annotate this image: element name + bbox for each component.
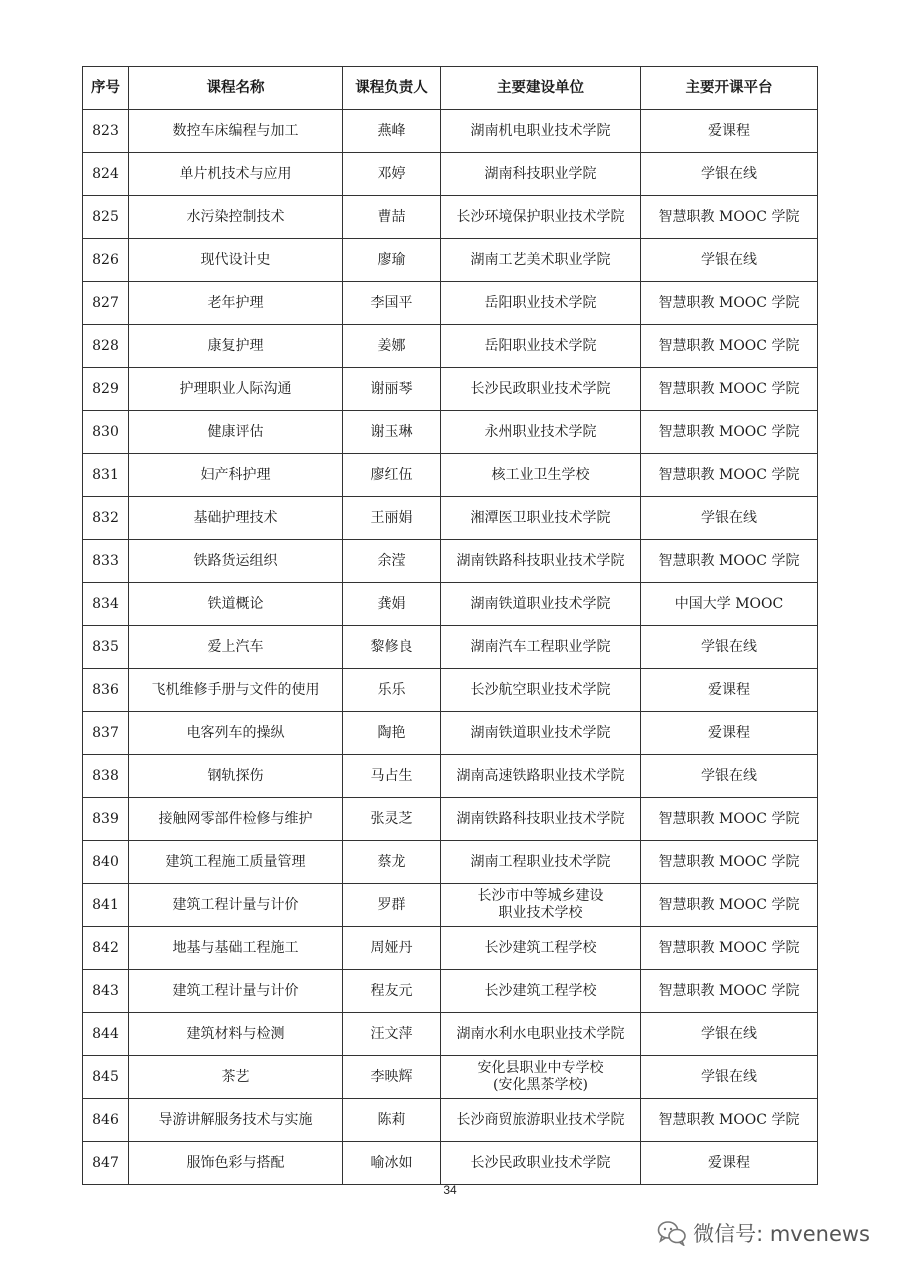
cell-unit: 长沙航空职业技术学院 xyxy=(441,669,641,712)
cell-leader: 陈莉 xyxy=(343,1099,441,1142)
cell-no: 846 xyxy=(83,1099,129,1142)
table-row xyxy=(83,669,818,712)
cell-unit: 核工业卫生学校 xyxy=(441,454,641,497)
cell-leader: 邓婷 xyxy=(343,153,441,196)
table-row xyxy=(83,368,818,411)
cell-leader: 陶艳 xyxy=(343,712,441,755)
header-leader: 课程负责人 xyxy=(343,67,441,110)
cell-no: 847 xyxy=(83,1142,129,1185)
cell-no: 842 xyxy=(83,927,129,970)
cell-no: 845 xyxy=(83,1056,129,1099)
table-row xyxy=(83,196,818,239)
cell-course: 铁路货运组织 xyxy=(129,540,343,583)
cell-course: 地基与基础工程施工 xyxy=(129,927,343,970)
cell-leader: 廖红伍 xyxy=(343,454,441,497)
cell-leader: 蔡龙 xyxy=(343,841,441,884)
table-row xyxy=(83,1099,818,1142)
cell-unit: 湖南铁道职业技术学院 xyxy=(441,583,641,626)
header-unit: 主要建设单位 xyxy=(441,67,641,110)
table-row xyxy=(83,454,818,497)
cell-course: 电客列车的操纵 xyxy=(129,712,343,755)
table-row xyxy=(83,1056,818,1099)
cell-course: 茶艺 xyxy=(129,1056,343,1099)
cell-course: 服饰色彩与搭配 xyxy=(129,1142,343,1185)
cell-platform: 学银在线 xyxy=(641,497,818,540)
cell-unit-line: (安化黑茶学校) xyxy=(493,1077,588,1093)
cell-leader: 谢丽琴 xyxy=(343,368,441,411)
cell-course: 老年护理 xyxy=(129,282,343,325)
cell-leader: 龚娟 xyxy=(343,583,441,626)
cell-no: 828 xyxy=(83,325,129,368)
cell-leader: 乐乐 xyxy=(343,669,441,712)
table-row xyxy=(83,841,818,884)
table-header-row xyxy=(83,67,818,110)
cell-no: 823 xyxy=(83,110,129,153)
cell-leader: 廖瑜 xyxy=(343,239,441,282)
cell-unit: 长沙建筑工程学校 xyxy=(441,970,641,1013)
cell-platform: 学银在线 xyxy=(641,153,818,196)
cell-no: 825 xyxy=(83,196,129,239)
cell-leader: 罗群 xyxy=(343,884,441,927)
cell-no: 832 xyxy=(83,497,129,540)
cell-leader: 余滢 xyxy=(343,540,441,583)
table-row xyxy=(83,497,818,540)
course-table xyxy=(82,66,818,1185)
cell-unit: 湖南工程职业技术学院 xyxy=(441,841,641,884)
cell-platform: 学银在线 xyxy=(641,626,818,669)
cell-unit-line: 长沙市中等城乡建设 xyxy=(477,888,604,904)
cell-no: 827 xyxy=(83,282,129,325)
cell-platform: 智慧职教 MOOC 学院 xyxy=(641,325,818,368)
cell-course: 建筑工程计量与计价 xyxy=(129,884,343,927)
table-row xyxy=(83,583,818,626)
table-row xyxy=(83,970,818,1013)
cell-unit: 长沙环境保护职业技术学院 xyxy=(441,196,641,239)
cell-course: 水污染控制技术 xyxy=(129,196,343,239)
cell-unit: 岳阳职业技术学院 xyxy=(441,325,641,368)
page-number: 34 xyxy=(443,1183,457,1197)
header-course: 课程名称 xyxy=(129,67,343,110)
cell-unit: 长沙民政职业技术学院 xyxy=(441,1142,641,1185)
cell-platform: 智慧职教 MOOC 学院 xyxy=(641,368,818,411)
table-row xyxy=(83,540,818,583)
cell-course: 单片机技术与应用 xyxy=(129,153,343,196)
table-row xyxy=(83,153,818,196)
cell-unit: 湖南工艺美术职业学院 xyxy=(441,239,641,282)
cell-course: 铁道概论 xyxy=(129,583,343,626)
cell-unit: 湖南水利水电职业技术学院 xyxy=(441,1013,641,1056)
table-row xyxy=(83,282,818,325)
cell-no: 835 xyxy=(83,626,129,669)
cell-leader: 姜娜 xyxy=(343,325,441,368)
cell-unit xyxy=(441,884,641,927)
cell-no: 844 xyxy=(83,1013,129,1056)
cell-course: 数控车床编程与加工 xyxy=(129,110,343,153)
cell-course: 接触网零部件检修与维护 xyxy=(129,798,343,841)
cell-platform: 智慧职教 MOOC 学院 xyxy=(641,970,818,1013)
cell-unit-line: 安化县职业中专学校 xyxy=(477,1060,604,1076)
table-row xyxy=(83,1142,818,1185)
table-row xyxy=(83,755,818,798)
cell-platform: 爱课程 xyxy=(641,110,818,153)
cell-leader: 张灵芝 xyxy=(343,798,441,841)
table-row xyxy=(83,411,818,454)
cell-platform: 智慧职教 MOOC 学院 xyxy=(641,1099,818,1142)
cell-no: 829 xyxy=(83,368,129,411)
cell-leader: 周娅丹 xyxy=(343,927,441,970)
cell-course: 护理职业人际沟通 xyxy=(129,368,343,411)
table-row xyxy=(83,626,818,669)
table-row xyxy=(83,712,818,755)
cell-course: 飞机维修手册与文件的使用 xyxy=(129,669,343,712)
cell-leader: 李映辉 xyxy=(343,1056,441,1099)
cell-platform: 学银在线 xyxy=(641,1056,818,1099)
cell-no: 834 xyxy=(83,583,129,626)
watermark xyxy=(657,1218,870,1248)
header-platform: 主要开课平台 xyxy=(641,67,818,110)
wechat-icon xyxy=(657,1220,687,1246)
cell-platform: 爱课程 xyxy=(641,712,818,755)
cell-unit-line: 职业技术学校 xyxy=(498,905,583,921)
cell-course: 妇产科护理 xyxy=(129,454,343,497)
table-row xyxy=(83,325,818,368)
table-row xyxy=(83,110,818,153)
cell-course: 康复护理 xyxy=(129,325,343,368)
cell-no: 840 xyxy=(83,841,129,884)
cell-unit: 湖南机电职业技术学院 xyxy=(441,110,641,153)
cell-unit: 永州职业技术学院 xyxy=(441,411,641,454)
cell-platform: 学银在线 xyxy=(641,1013,818,1056)
cell-no: 841 xyxy=(83,884,129,927)
cell-no: 830 xyxy=(83,411,129,454)
table-row xyxy=(83,1013,818,1056)
cell-leader: 汪文萍 xyxy=(343,1013,441,1056)
cell-no: 838 xyxy=(83,755,129,798)
cell-unit: 湖南科技职业学院 xyxy=(441,153,641,196)
cell-no: 824 xyxy=(83,153,129,196)
cell-leader: 李国平 xyxy=(343,282,441,325)
cell-platform: 智慧职教 MOOC 学院 xyxy=(641,927,818,970)
cell-no: 833 xyxy=(83,540,129,583)
cell-course: 基础护理技术 xyxy=(129,497,343,540)
table-row xyxy=(83,239,818,282)
cell-unit: 湖南铁道职业技术学院 xyxy=(441,712,641,755)
cell-leader: 马占生 xyxy=(343,755,441,798)
cell-platform: 智慧职教 MOOC 学院 xyxy=(641,196,818,239)
cell-course: 钢轨探伤 xyxy=(129,755,343,798)
cell-leader: 燕峰 xyxy=(343,110,441,153)
cell-course: 导游讲解服务技术与实施 xyxy=(129,1099,343,1142)
header-no: 序号 xyxy=(83,67,129,110)
cell-leader: 曹喆 xyxy=(343,196,441,239)
cell-platform: 智慧职教 MOOC 学院 xyxy=(641,454,818,497)
cell-platform: 爱课程 xyxy=(641,1142,818,1185)
cell-unit: 长沙商贸旅游职业技术学院 xyxy=(441,1099,641,1142)
cell-no: 843 xyxy=(83,970,129,1013)
cell-leader: 黎修良 xyxy=(343,626,441,669)
cell-platform: 智慧职教 MOOC 学院 xyxy=(641,884,818,927)
cell-no: 839 xyxy=(83,798,129,841)
cell-leader: 喻冰如 xyxy=(343,1142,441,1185)
cell-no: 831 xyxy=(83,454,129,497)
cell-platform: 中国大学 MOOC xyxy=(641,583,818,626)
cell-unit: 岳阳职业技术学院 xyxy=(441,282,641,325)
cell-platform: 学银在线 xyxy=(641,239,818,282)
cell-unit: 湖南高速铁路职业技术学院 xyxy=(441,755,641,798)
cell-course: 建筑工程施工质量管理 xyxy=(129,841,343,884)
cell-course: 健康评估 xyxy=(129,411,343,454)
cell-leader: 王丽娟 xyxy=(343,497,441,540)
cell-unit: 长沙建筑工程学校 xyxy=(441,927,641,970)
cell-course: 现代设计史 xyxy=(129,239,343,282)
table-row xyxy=(83,884,818,927)
cell-platform: 智慧职教 MOOC 学院 xyxy=(641,540,818,583)
cell-unit xyxy=(441,1056,641,1099)
table-row xyxy=(83,927,818,970)
cell-course: 建筑工程计量与计价 xyxy=(129,970,343,1013)
cell-no: 826 xyxy=(83,239,129,282)
cell-unit: 长沙民政职业技术学院 xyxy=(441,368,641,411)
cell-unit: 湘潭医卫职业技术学院 xyxy=(441,497,641,540)
cell-unit: 湖南铁路科技职业技术学院 xyxy=(441,540,641,583)
cell-no: 836 xyxy=(83,669,129,712)
cell-platform: 学银在线 xyxy=(641,755,818,798)
cell-platform: 智慧职教 MOOC 学院 xyxy=(641,798,818,841)
table-row xyxy=(83,798,818,841)
cell-leader: 谢玉琳 xyxy=(343,411,441,454)
cell-unit: 湖南铁路科技职业技术学院 xyxy=(441,798,641,841)
cell-course: 建筑材料与检测 xyxy=(129,1013,343,1056)
cell-platform: 智慧职教 MOOC 学院 xyxy=(641,841,818,884)
cell-platform: 智慧职教 MOOC 学院 xyxy=(641,282,818,325)
cell-platform: 爱课程 xyxy=(641,669,818,712)
cell-leader: 程友元 xyxy=(343,970,441,1013)
cell-unit: 湖南汽车工程职业学院 xyxy=(441,626,641,669)
cell-platform: 智慧职教 MOOC 学院 xyxy=(641,411,818,454)
cell-no: 837 xyxy=(83,712,129,755)
cell-course: 爱上汽车 xyxy=(129,626,343,669)
watermark-text: 微信号: mvenews xyxy=(693,1222,870,1246)
